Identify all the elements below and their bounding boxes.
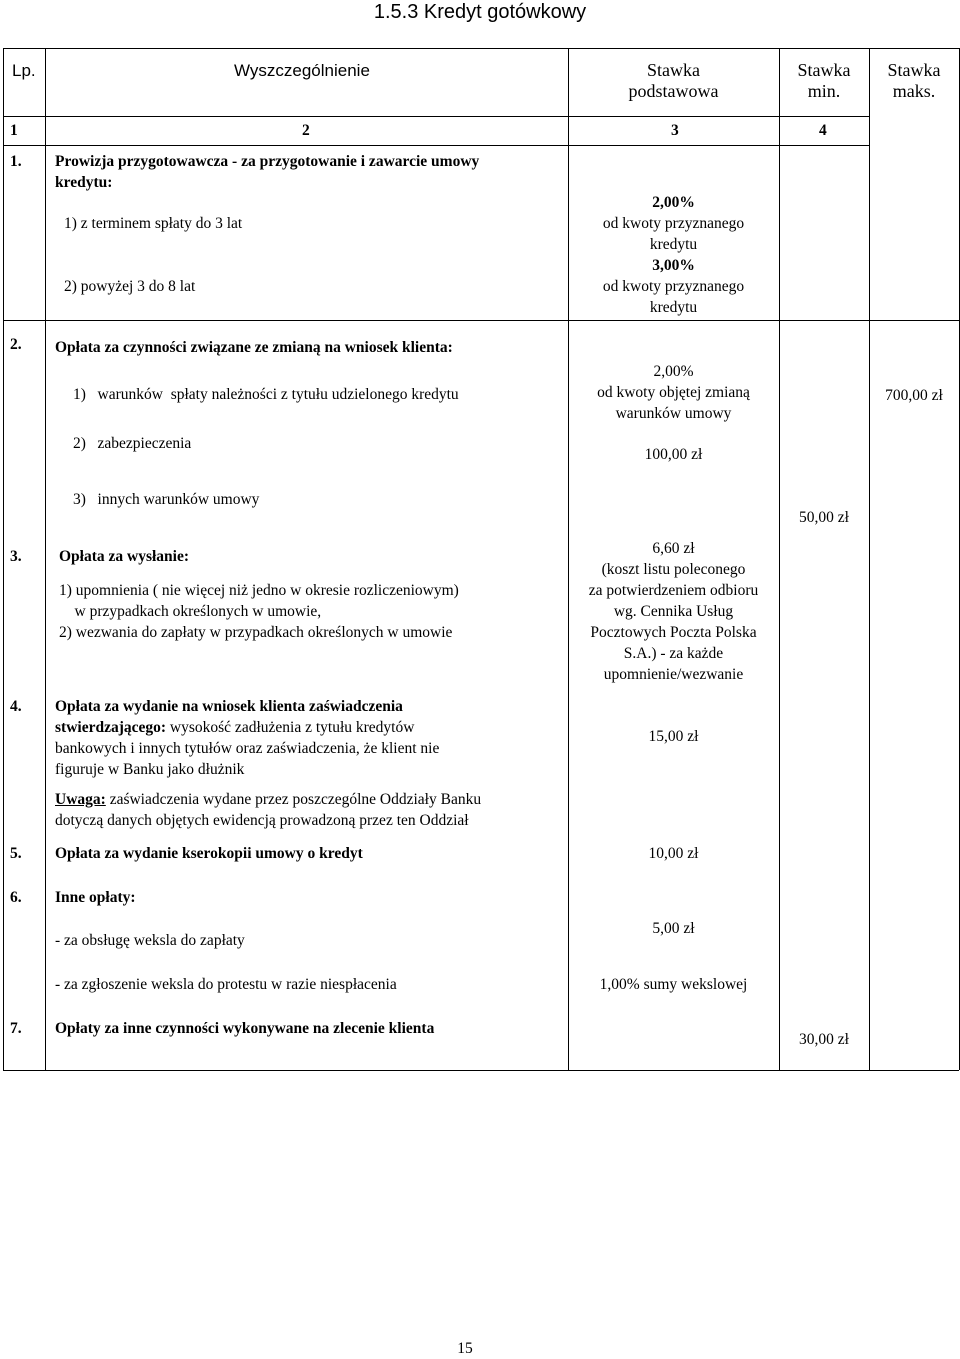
row2-value2: 100,00 zł bbox=[644, 446, 703, 463]
table-left-border bbox=[3, 48, 4, 1070]
row2-item3: 3) innych warunków umowy bbox=[73, 491, 260, 508]
row3-items: 1) upomnienia ( nie więcej niż jedno w okresie rozliczeniowym) w przypadkach określonych w umowie, 2) wezwania do zapłaty w przypadkach określonych w umowie bbox=[59, 582, 459, 641]
header-stawka-min: Stawka min. bbox=[797, 60, 851, 101]
row1-value2: 3,00% od kwoty przyznanego kredytu bbox=[602, 257, 745, 316]
header-lp: Lp. bbox=[12, 61, 36, 80]
row4-note: Uwaga: zaświadczenia wydane przez poszczególne Oddziały Banku dotyczą danych objętych ewidencją prowadzoną przez ten Oddział bbox=[55, 791, 482, 829]
row6-item2: - za zgłoszenie weksla do protestu w razie niespłacenia bbox=[55, 976, 397, 993]
row1-value1: 2,00% od kwoty przyznanego kredytu bbox=[602, 194, 745, 253]
table-top-border bbox=[3, 48, 959, 49]
row1-item2: 2) powyżej 3 do 8 lat bbox=[64, 278, 196, 295]
header-stawka-podstawowa: Stawka podstawowa bbox=[628, 60, 719, 101]
row2-item2: 2) zabezpieczenia bbox=[73, 435, 192, 452]
row1-number: 1. bbox=[10, 153, 22, 170]
row7-number: 7. bbox=[10, 1020, 22, 1037]
row2-maks: 700,00 zł bbox=[885, 387, 943, 404]
row3-value: 6,60 zł (koszt listu poleconego za potwierdzeniem odbioru wg. Cennika Usług Pocztowych Poczta Polska S.A.) - za każde upomnienie/wezwanie bbox=[588, 540, 759, 683]
row6-title: Inne opłaty: bbox=[55, 889, 136, 906]
colnum-2: 2 bbox=[302, 122, 310, 139]
row5-title: Opłata za wydanie kserokopii umowy o kredyt bbox=[55, 845, 363, 862]
page-title: 1.5.3 Kredyt gotówkowy bbox=[373, 1, 587, 23]
row6-value2: 1,00% sumy wekslowej bbox=[599, 976, 748, 993]
row7-title: Opłaty za inne czynności wykonywane na zlecenie klienta bbox=[55, 1020, 435, 1037]
col-lp-divider bbox=[45, 48, 46, 1070]
row7-min: 30,00 zł bbox=[799, 1031, 849, 1048]
colnum-divider bbox=[3, 145, 869, 146]
header-stawka-maks: Stawka maks. bbox=[887, 60, 941, 101]
row4-value: 15,00 zł bbox=[648, 728, 699, 745]
row4-number: 4. bbox=[10, 698, 22, 715]
page-number: 15 bbox=[457, 1340, 473, 1357]
row5-number: 5. bbox=[10, 845, 22, 862]
header-wyszczegolnienie: Wyszczególnienie bbox=[234, 61, 370, 80]
row6-item1: - za obsługę weksla do zapłaty bbox=[55, 932, 245, 949]
header-divider bbox=[3, 116, 869, 117]
row4-title: Opłata za wydanie na wniosek klienta zaświadczenia stwierdzającego: wysokość zadłużenia z tytułu kredytów bankowych i innych tytułów oraz zaświadczenia, że klient nie figuruje w Banku jako dłużnik bbox=[55, 698, 440, 778]
row2-value1: 2,00% od kwoty objętej zmianą warunków umowy bbox=[597, 363, 750, 422]
row1-divider bbox=[3, 320, 959, 321]
row3-number: 3. bbox=[10, 548, 22, 565]
col-podst-divider bbox=[779, 48, 780, 1070]
row3-title: Opłata za wysłanie: bbox=[59, 548, 190, 565]
row6-value1: 5,00 zł bbox=[652, 920, 695, 937]
colnum-4: 4 bbox=[819, 122, 827, 139]
row2-title: Opłata za czynności związane ze zmianą na wniosek klienta: bbox=[55, 339, 453, 356]
col-min-divider bbox=[869, 48, 870, 1070]
row1-item1: 1) z terminem spłaty do 3 lat bbox=[64, 215, 243, 232]
table-bottom-border bbox=[3, 1070, 959, 1071]
row1-title: Prowizja przygotowawcza - za przygotowanie i zawarcie umowy kredytu: bbox=[55, 153, 480, 191]
colnum-1: 1 bbox=[10, 122, 18, 139]
colnum-3: 3 bbox=[671, 122, 679, 139]
row2-item1: 1) warunków spłaty należności z tytułu udzielonego kredytu bbox=[73, 386, 459, 403]
row6-number: 6. bbox=[10, 889, 22, 906]
row5-value: 10,00 zł bbox=[648, 845, 699, 862]
row2-min3: 50,00 zł bbox=[799, 509, 849, 526]
row2-number: 2. bbox=[10, 336, 22, 353]
